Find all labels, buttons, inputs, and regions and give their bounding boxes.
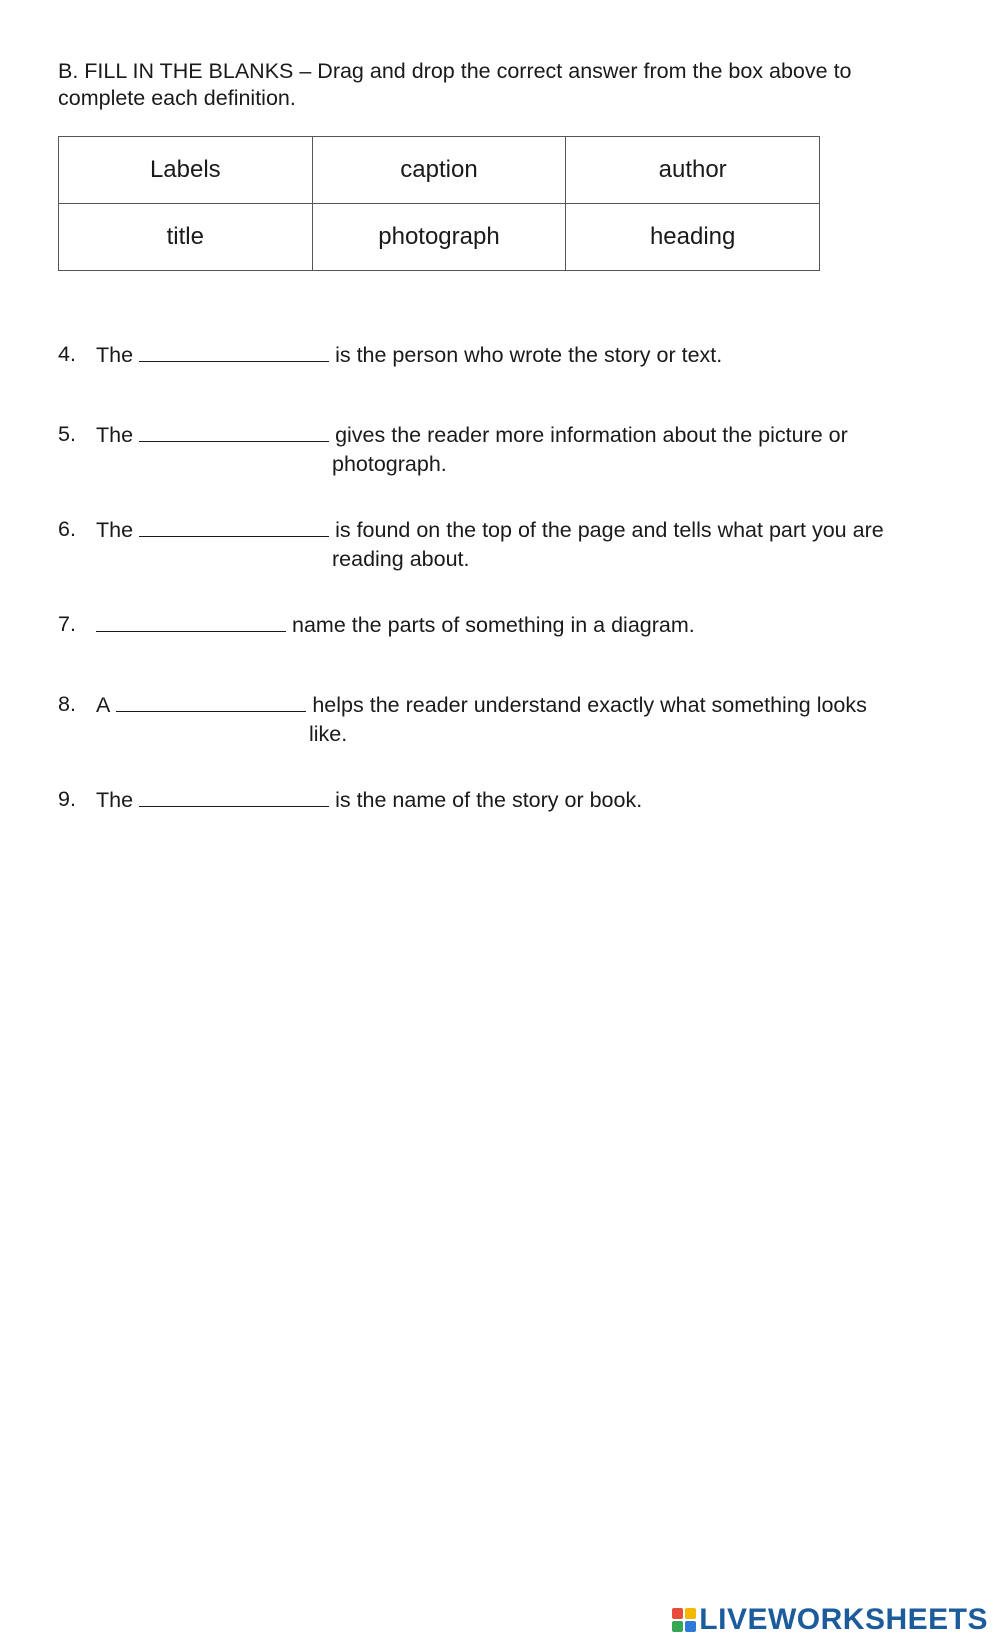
- question-7: [58, 610, 958, 640]
- question-continuation: photograph.: [332, 452, 447, 476]
- question-9: [58, 785, 958, 815]
- question-lead: The: [96, 518, 134, 542]
- word-bank-item[interactable]: caption: [312, 137, 566, 204]
- question-text: name the parts of something in a diagram.: [292, 613, 695, 637]
- question-text: is found on the top of the page and tells what part you are: [335, 518, 884, 542]
- question-lead: The: [96, 788, 134, 812]
- question-5: [58, 420, 958, 479]
- question-number: 5.: [58, 422, 76, 446]
- question-lead: The: [96, 343, 134, 367]
- question-8: [58, 690, 958, 749]
- word-bank-item[interactable]: photograph: [312, 204, 566, 271]
- instructions-text: B. FILL IN THE BLANKS – Drag and drop the correct answer from the box above to complete each definition.: [58, 59, 852, 110]
- question-text: is the name of the story or book.: [335, 788, 643, 812]
- question-continuation: reading about.: [332, 547, 470, 571]
- question-number: 9.: [58, 787, 76, 811]
- question-text: gives the reader more information about the picture or: [335, 423, 848, 447]
- question-4: [58, 340, 958, 370]
- answer-blank-7[interactable]: [96, 610, 286, 632]
- answer-blank-8[interactable]: [116, 690, 306, 712]
- question-text: helps the reader understand exactly what something looks: [312, 693, 867, 717]
- question-lead: The: [96, 423, 134, 447]
- word-bank-row: [59, 137, 820, 204]
- question-number: 6.: [58, 517, 76, 541]
- question-number: 7.: [58, 612, 76, 636]
- word-bank-item[interactable]: Labels: [59, 137, 313, 204]
- question-number: 4.: [58, 342, 76, 366]
- question-number: 8.: [58, 692, 76, 716]
- answer-blank-9[interactable]: [139, 785, 329, 807]
- word-bank-item[interactable]: title: [59, 204, 313, 271]
- liveworksheets-logo: [672, 1605, 988, 1635]
- answer-blank-6[interactable]: [139, 515, 329, 537]
- word-bank-table: [58, 136, 820, 271]
- question-continuation: like.: [309, 722, 348, 746]
- question-lead: A: [96, 693, 111, 717]
- brand-name: LIVEWORKSHEETS: [699, 1603, 988, 1636]
- question-6: [58, 515, 958, 574]
- question-text: is the person who wrote the story or text.: [335, 343, 723, 367]
- answer-blank-4[interactable]: [139, 340, 329, 362]
- word-bank-item[interactable]: author: [566, 137, 820, 204]
- answer-blank-5[interactable]: [139, 420, 329, 442]
- liveworksheets-logo-icon: [672, 1608, 696, 1632]
- word-bank-item[interactable]: heading: [566, 204, 820, 271]
- word-bank-row: [59, 204, 820, 271]
